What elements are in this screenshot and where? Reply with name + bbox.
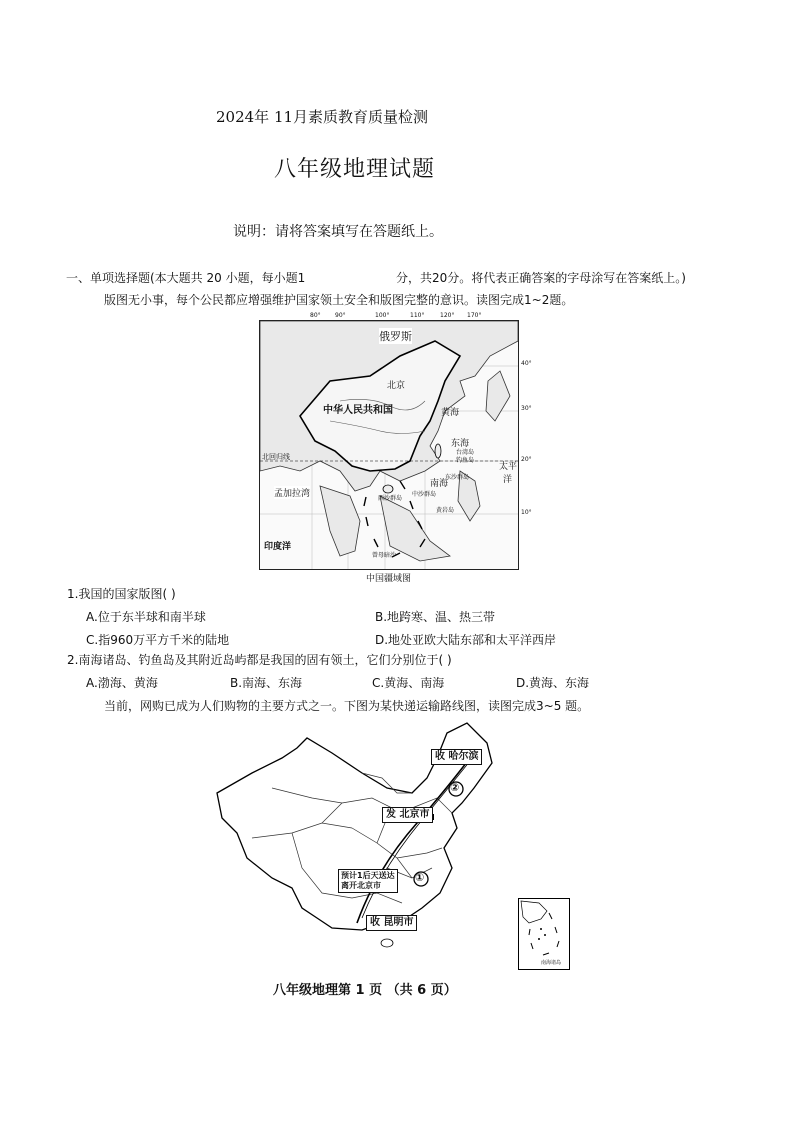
- q1-option-b: B.地跨寒、温、热三带: [375, 610, 496, 624]
- label-harbin: 收 哈尔滨: [431, 749, 482, 765]
- degree-label: 110°: [410, 312, 425, 319]
- map1-right-degrees: [519, 320, 539, 568]
- label-taiwan: 台湾岛: [456, 449, 475, 456]
- label-zengmu: 曾母暗沙: [372, 552, 397, 559]
- q2-option-b: B.南海、东海: [230, 676, 303, 690]
- degree-label: 90°: [335, 312, 346, 319]
- section-heading-tail: 分，共20分。将代表正确答案的字母涂写在答案纸上。): [396, 271, 686, 285]
- q2-option-a: A.渤海、黄海: [86, 676, 158, 690]
- exam-title: 2024年 11月素质教育质量检测: [216, 108, 429, 126]
- label-yellow-sea: 黄海: [441, 408, 460, 418]
- label-dongsha-visible: 东沙群岛: [445, 474, 470, 481]
- label-russia: 俄罗斯: [379, 330, 412, 343]
- page-footer: 八年级地理第 1 页 （共 6 页）: [273, 983, 457, 998]
- label-indian-ocean: 印度洋: [264, 542, 292, 552]
- inset-label: 南海诸岛: [541, 960, 562, 966]
- label-beijing: 北京: [387, 381, 406, 391]
- label-eta: [338, 869, 398, 893]
- label-xisha: 西沙群岛: [378, 495, 403, 502]
- label-eta-line2: 离开北京市: [341, 881, 381, 890]
- degree-label: 10°: [521, 509, 532, 516]
- route-marker-2: ②: [450, 781, 460, 794]
- label-pacific-2: 洋: [503, 475, 513, 485]
- label-zhongsha: 中沙群岛: [412, 491, 437, 498]
- degree-label: 20°: [521, 456, 532, 463]
- label-kunming: 收 昆明市: [366, 915, 417, 931]
- section2-intro: 当前，网购已成为人们购物的主要方式之一。下图为某快递运输路线图，读图完成3~5 题。: [104, 699, 590, 713]
- label-pacific-1: 太平: [499, 462, 518, 472]
- q1-option-a: A.位于东半球和南半球: [86, 610, 206, 624]
- degree-label: 170°: [467, 312, 482, 319]
- section-intro: 版图无小事，每个公民都应增强维护国家领土安全和版图完整的意识。读图完成1~2题。: [104, 293, 574, 307]
- q1-option-c: C.指960万平方千米的陆地: [86, 633, 230, 647]
- label-east-sea: 东海: [451, 439, 470, 449]
- label-eta-line1: 预计1后天送达: [341, 871, 395, 880]
- label-south-sea: 南海: [430, 479, 449, 489]
- degree-label: 30°: [521, 405, 532, 412]
- map1-drawing: [260, 321, 518, 569]
- degree-label: 120°: [440, 312, 455, 319]
- label-bay-of-bengal: 孟加拉湾: [274, 486, 310, 499]
- degree-label: 100°: [375, 312, 390, 319]
- courier-route-map: [212, 718, 502, 958]
- question-2-stem: 2.南海诸岛、钓鱼岛及其附近岛屿都是我国的固有领土，它们分别位于( ): [67, 653, 452, 667]
- degree-label: 40°: [521, 360, 532, 367]
- route-marker-1: ①: [415, 871, 425, 884]
- label-beijing-origin: 发 北京市: [382, 807, 433, 823]
- label-prc: 中华人民共和国: [323, 405, 393, 416]
- south-sea-inset: [518, 898, 570, 970]
- subject-title: 八年级地理试题: [274, 157, 436, 182]
- map1-caption: 中国疆域图: [366, 574, 412, 584]
- china-territory-map: [259, 320, 519, 570]
- section-heading: 一、单项选择题(本大题共 20 小题，每小题1: [66, 271, 306, 285]
- degree-label: 80°: [310, 312, 321, 319]
- q1-option-d: D.地处亚欧大陆东部和太平洋西岸: [375, 633, 557, 647]
- q2-option-c: C.黄海、南海: [372, 676, 445, 690]
- label-north-tropic: 北回归线: [262, 453, 290, 461]
- label-huangyan: 黄岩岛: [436, 507, 455, 514]
- label-diaoyu: 钓鱼岛: [456, 457, 475, 464]
- q2-option-d: D.黄海、东海: [516, 676, 590, 690]
- instruction: 说明：请将答案填写在答题纸上。: [233, 224, 443, 240]
- question-1-stem: 1.我国的国家版图( ): [67, 587, 176, 601]
